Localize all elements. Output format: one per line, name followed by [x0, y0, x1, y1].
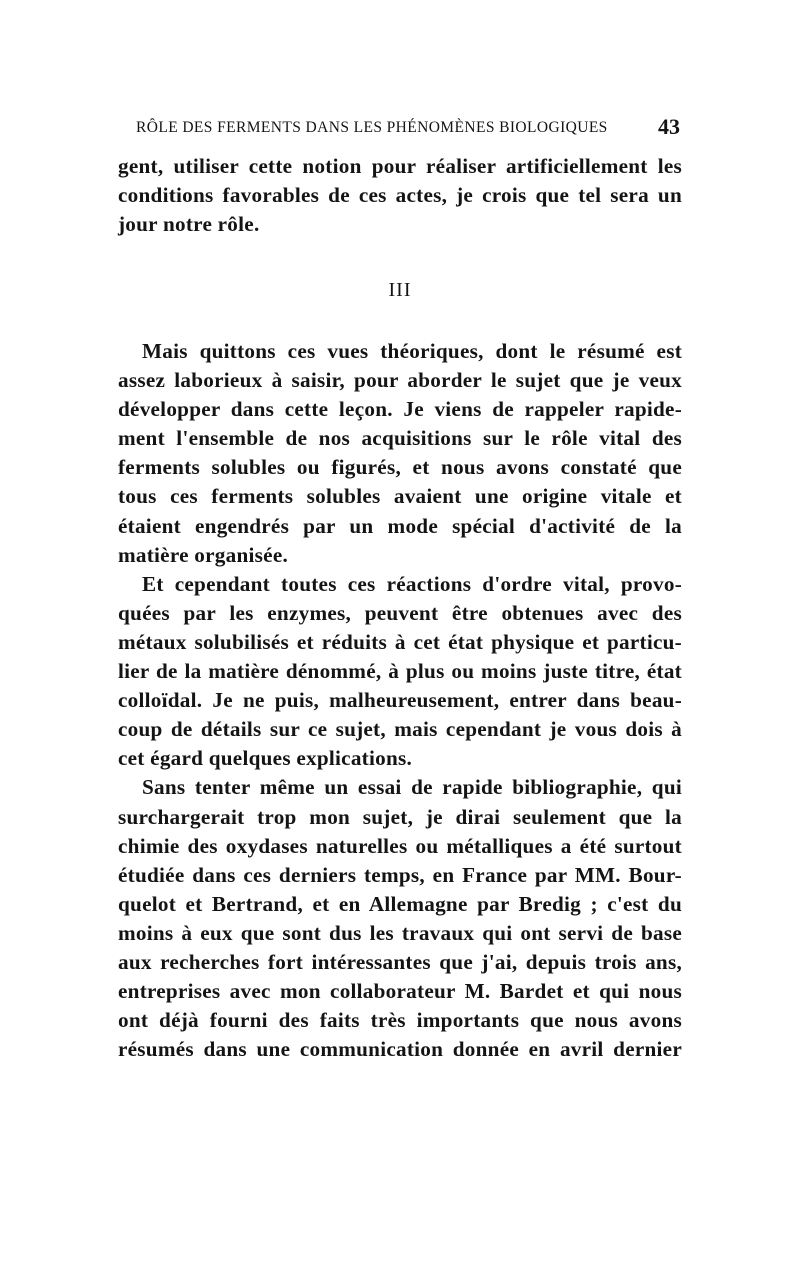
text-line: ferments solubles ou figurés, et nous avons constaté que	[118, 455, 682, 480]
text-line: coup de détails sur ce sujet, mais cependant je vous dois à	[118, 717, 682, 742]
text-line: gent, utiliser cette notion pour réaliser artificiellement les	[118, 154, 682, 178]
text-line: matière organisée.	[118, 542, 289, 567]
text-line: tous ces ferments solubles avaient une origine vitale et	[118, 484, 682, 509]
text-line: résumés dans une communication donnée en avril dernier	[118, 1037, 682, 1062]
text-line: entreprises avec mon collaborateur M. Bardet et qui nous	[118, 979, 682, 1004]
text-line: ment l'ensemble de nos acquisitions sur le rôle vital des	[118, 426, 682, 451]
text-line: développer dans cette leçon. Je viens de rappeler rapide-	[118, 397, 682, 422]
paragraph-1	[118, 337, 682, 1064]
text-line: chimie des oxydases naturelles ou métalliques a été surtout	[118, 833, 682, 858]
text-line: jour notre rôle.	[118, 212, 260, 237]
text-line: métaux solubilisés et réduits à cet état physique et particu-	[118, 629, 682, 654]
text-line: lier de la matière dénommé, à plus ou moins juste titre, état	[118, 659, 682, 684]
running-title: RÔLE DES FERMENTS DANS LES PHÉNOMÈNES BIOLOGIQUES	[136, 119, 608, 136]
section-number: III	[388, 279, 412, 301]
text-line: conditions favorables de ces actes, je crois que tel sera un	[118, 183, 682, 208]
text-line: Sans tenter même un essai de rapide bibliographie, qui	[142, 775, 682, 800]
text-line: Mais quittons ces vues théoriques, dont le résumé est	[142, 339, 682, 363]
text-line: assez laborieux à saisir, pour aborder le sujet que je veux	[118, 368, 682, 393]
page-number: 43	[658, 114, 680, 139]
text-line: étaient engendrés par un mode spécial d'activité de la	[118, 513, 682, 538]
text-line: Et cependant toutes ces réactions d'ordre vital, provo-	[142, 571, 682, 596]
continuation-paragraph	[118, 152, 682, 239]
running-head	[118, 116, 682, 140]
text-line: aux recherches fort intéressantes que j'ai, depuis trois ans,	[118, 949, 682, 974]
text-line: quelot et Bertrand, et en Allemagne par Bredig ; c'est du	[118, 891, 682, 916]
text-line: colloïdal. Je ne puis, malheureusement, entrer dans beau-	[118, 688, 682, 713]
text-line: quées par les enzymes, peuvent être obtenues avec des	[118, 600, 682, 625]
text-line: moins à eux que sont dus les travaux qui ont servi de base	[118, 920, 682, 945]
text-line: étudiée dans ces derniers temps, en France par MM. Bour-	[118, 862, 682, 887]
text-line: cet égard quelques explications.	[118, 746, 413, 771]
text-line: ont déjà fourni des faits très importants que nous avons	[118, 1008, 682, 1033]
text-line: surchargerait trop mon sujet, je dirai seulement que la	[118, 804, 682, 829]
